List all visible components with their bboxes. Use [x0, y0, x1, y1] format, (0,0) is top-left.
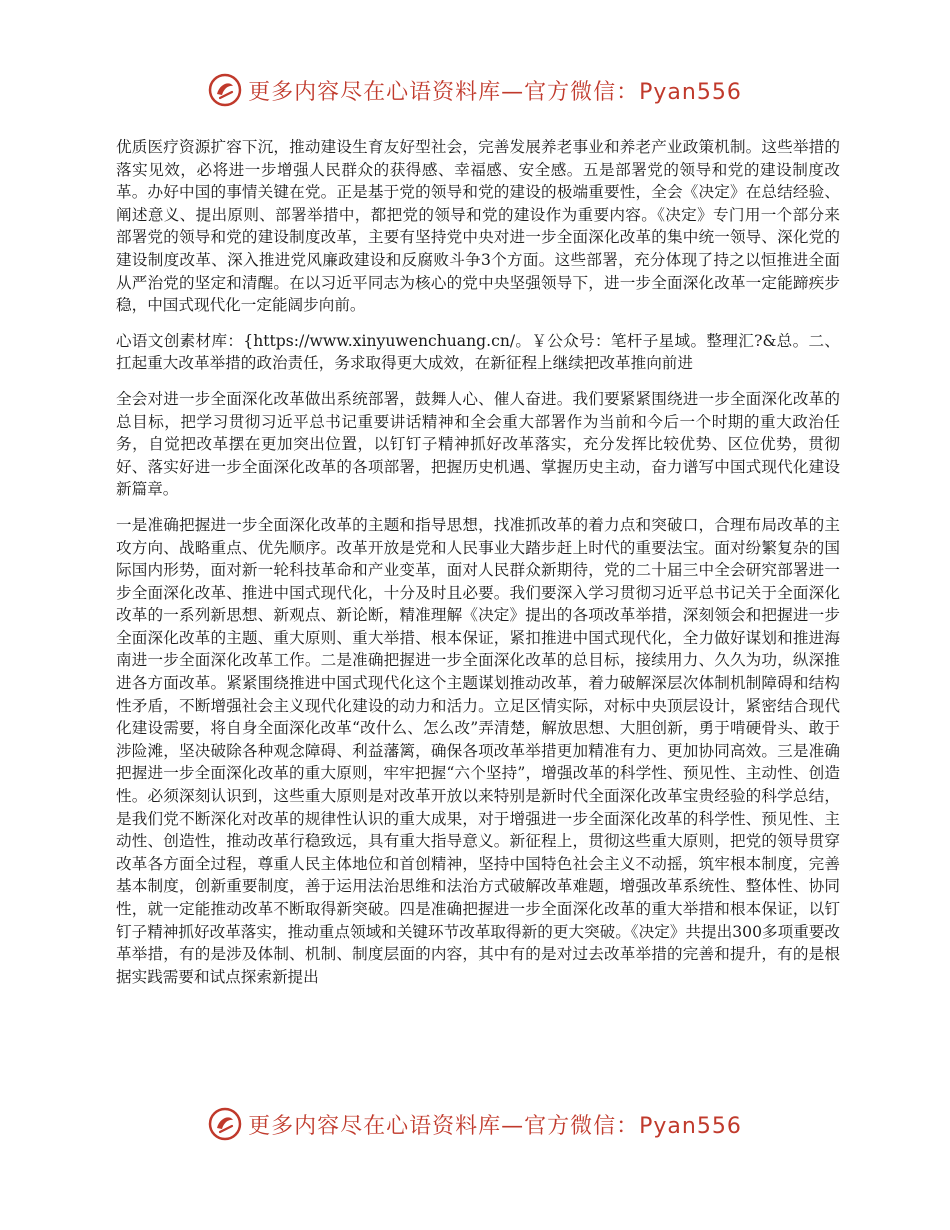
- banner-text: 更多内容尽在心语资料库—官方微信：Pyan556: [248, 79, 742, 105]
- paragraph-3: 全会对进一步全面深化改革做出系统部署，鼓舞人心、催人奋进。我们要紧紧围绕进一步全面深化改革的总目标，把学习贯彻习近平总书记重要讲话精神和全会重大部署作为当前和今后一个时期的重大政治任务，自觉把改革摆在更加突出位置，以钉钉子精神抓好改革落实，充分发挥比较优势、区位优势，贯彻好、落实好进一步全面深化改革的各项部署，把握历史机遇、掌握历史主动，奋力谱写中国式现代化建设新篇章。: [116, 389, 840, 499]
- paragraph-1: 优质医疗资源扩容下沉，推动建设生育友好型社会，完善发展养老事业和养老产业政策机制。这些举措的落实见效，必将进一步增强人民群众的获得感、幸福感、安全感。五是部署党的领导和党的建设制度改革。办好中国的事情关键在党。正是基于党的领导和党的建设的极端重要性，全会《决定》在总结经验、阐述意义、提出原则、部署举措中，都把党的领导和党的建设作为重要内容。《决定》专门用一个部分来部署党的领导和党的建设制度改革，主要有坚持党中央对进一步全面深化改革的集中统一领导、深化党的建设制度改革、深入推进党风廉政建设和反腐败斗争3个方面。这些部署，充分体现了持之以恒推进全面从严治党的坚定和清醒。在以习近平同志为核心的党中央坚强领导下，进一步全面深化改革一定能蹄疾步稳，中国式现代化一定能阔步向前。: [116, 138, 840, 315]
- footer-banner: [0, 1104, 950, 1144]
- seal-logo-icon: [208, 1107, 242, 1141]
- document-body: [116, 136, 840, 1001]
- header-banner: [0, 70, 950, 110]
- seal-logo-icon: [208, 73, 242, 107]
- banner-text: 更多内容尽在心语资料库—官方微信：Pyan556: [248, 1113, 742, 1139]
- paragraph-2: 心语文创素材库：{https://www.xinyuwenchuang.cn/。￥公众号：笔杆子星域。整理汇?&总。二、扛起重大改革举措的政治责任，务求取得更大成效，在新征程上继续把改革推向前进: [116, 331, 840, 373]
- paragraph-4: 一是准确把握进一步全面深化改革的主题和指导思想，找准抓改革的着力点和突破口，合理布局改革的主攻方向、战略重点、优先顺序。改革开放是党和人民事业大踏步赶上时代的重要法宝。面对纷繁复杂的国际国内形势，面对新一轮科技革命和产业变革，面对人民群众新期待，党的二十届三中全会研究部署进一步全面深化改革、推进中国式现代化，十分及时且必要。我们要深入学习贯彻习近平总书记关于全面深化改革的一系列新思想、新观点、新论断，精准理解《决定》提出的各项改革举措，深刻领会和把握进一步全面深化改革的主题、重大原则、重大举措、根本保证，紧扣推进中国式现代化，全力做好谋划和推进海南进一步全面深化改革工作。二是准确把握进一步全面深化改革的总目标，接续用力、久久为功，纵深推进各方面改革。紧紧围绕推进中国式现代化这个主题谋划推动改革，着力破解深层次体制机制障碍和结构性矛盾，不断增强社会主义现代化建设的动力和活力。立足区情实际，对标中央顶层设计，紧密结合现代化建设需要，将自身全面深化改革“改什么、怎么改”弄清楚，解放思想、大胆创新，勇于啃硬骨头、敢于涉险滩，坚决破除各种观念障碍、利益藩篱，确保各项改革举措更加精准有力、更加协同高效。三是准确把握进一步全面深化改革的重大原则，牢牢把握“六个坚持”，增强改革的科学性、预见性、主动性、创造性。必须深刻认识到，这些重大原则是对改革开放以来特别是新时代全面深化改革宝贵经验的科学总结，是我们党不断深化对改革的规律性认识的重大成果，对于增强进一步全面深化改革的科学性、预见性、主动性、创造性，推动改革行稳致远，具有重大指导意义。新征程上，贯彻这些重大原则，把党的领导贯穿改革各方面全过程，尊重人民主体地位和首创精神，坚持中国特色社会主义不动摇，筑牢根本制度，完善基本制度，创新重要制度，善于运用法治思维和法治方式破解改革难题，增强改革系统性、整体性、协同性，就一定能推动改革不断取得新突破。四是准确把握进一步全面深化改革的重大举措和根本保证，以钉钉子精神抓好改革落实，推动重点领域和关键环节改革取得新的更大突破。《决定》共提出300多项重要改革举措，有的是涉及体制、机制、制度层面的内容，其中有的是对过去改革举措的完善和提升，有的是根据实践需要和试点探索新提出: [116, 515, 840, 986]
